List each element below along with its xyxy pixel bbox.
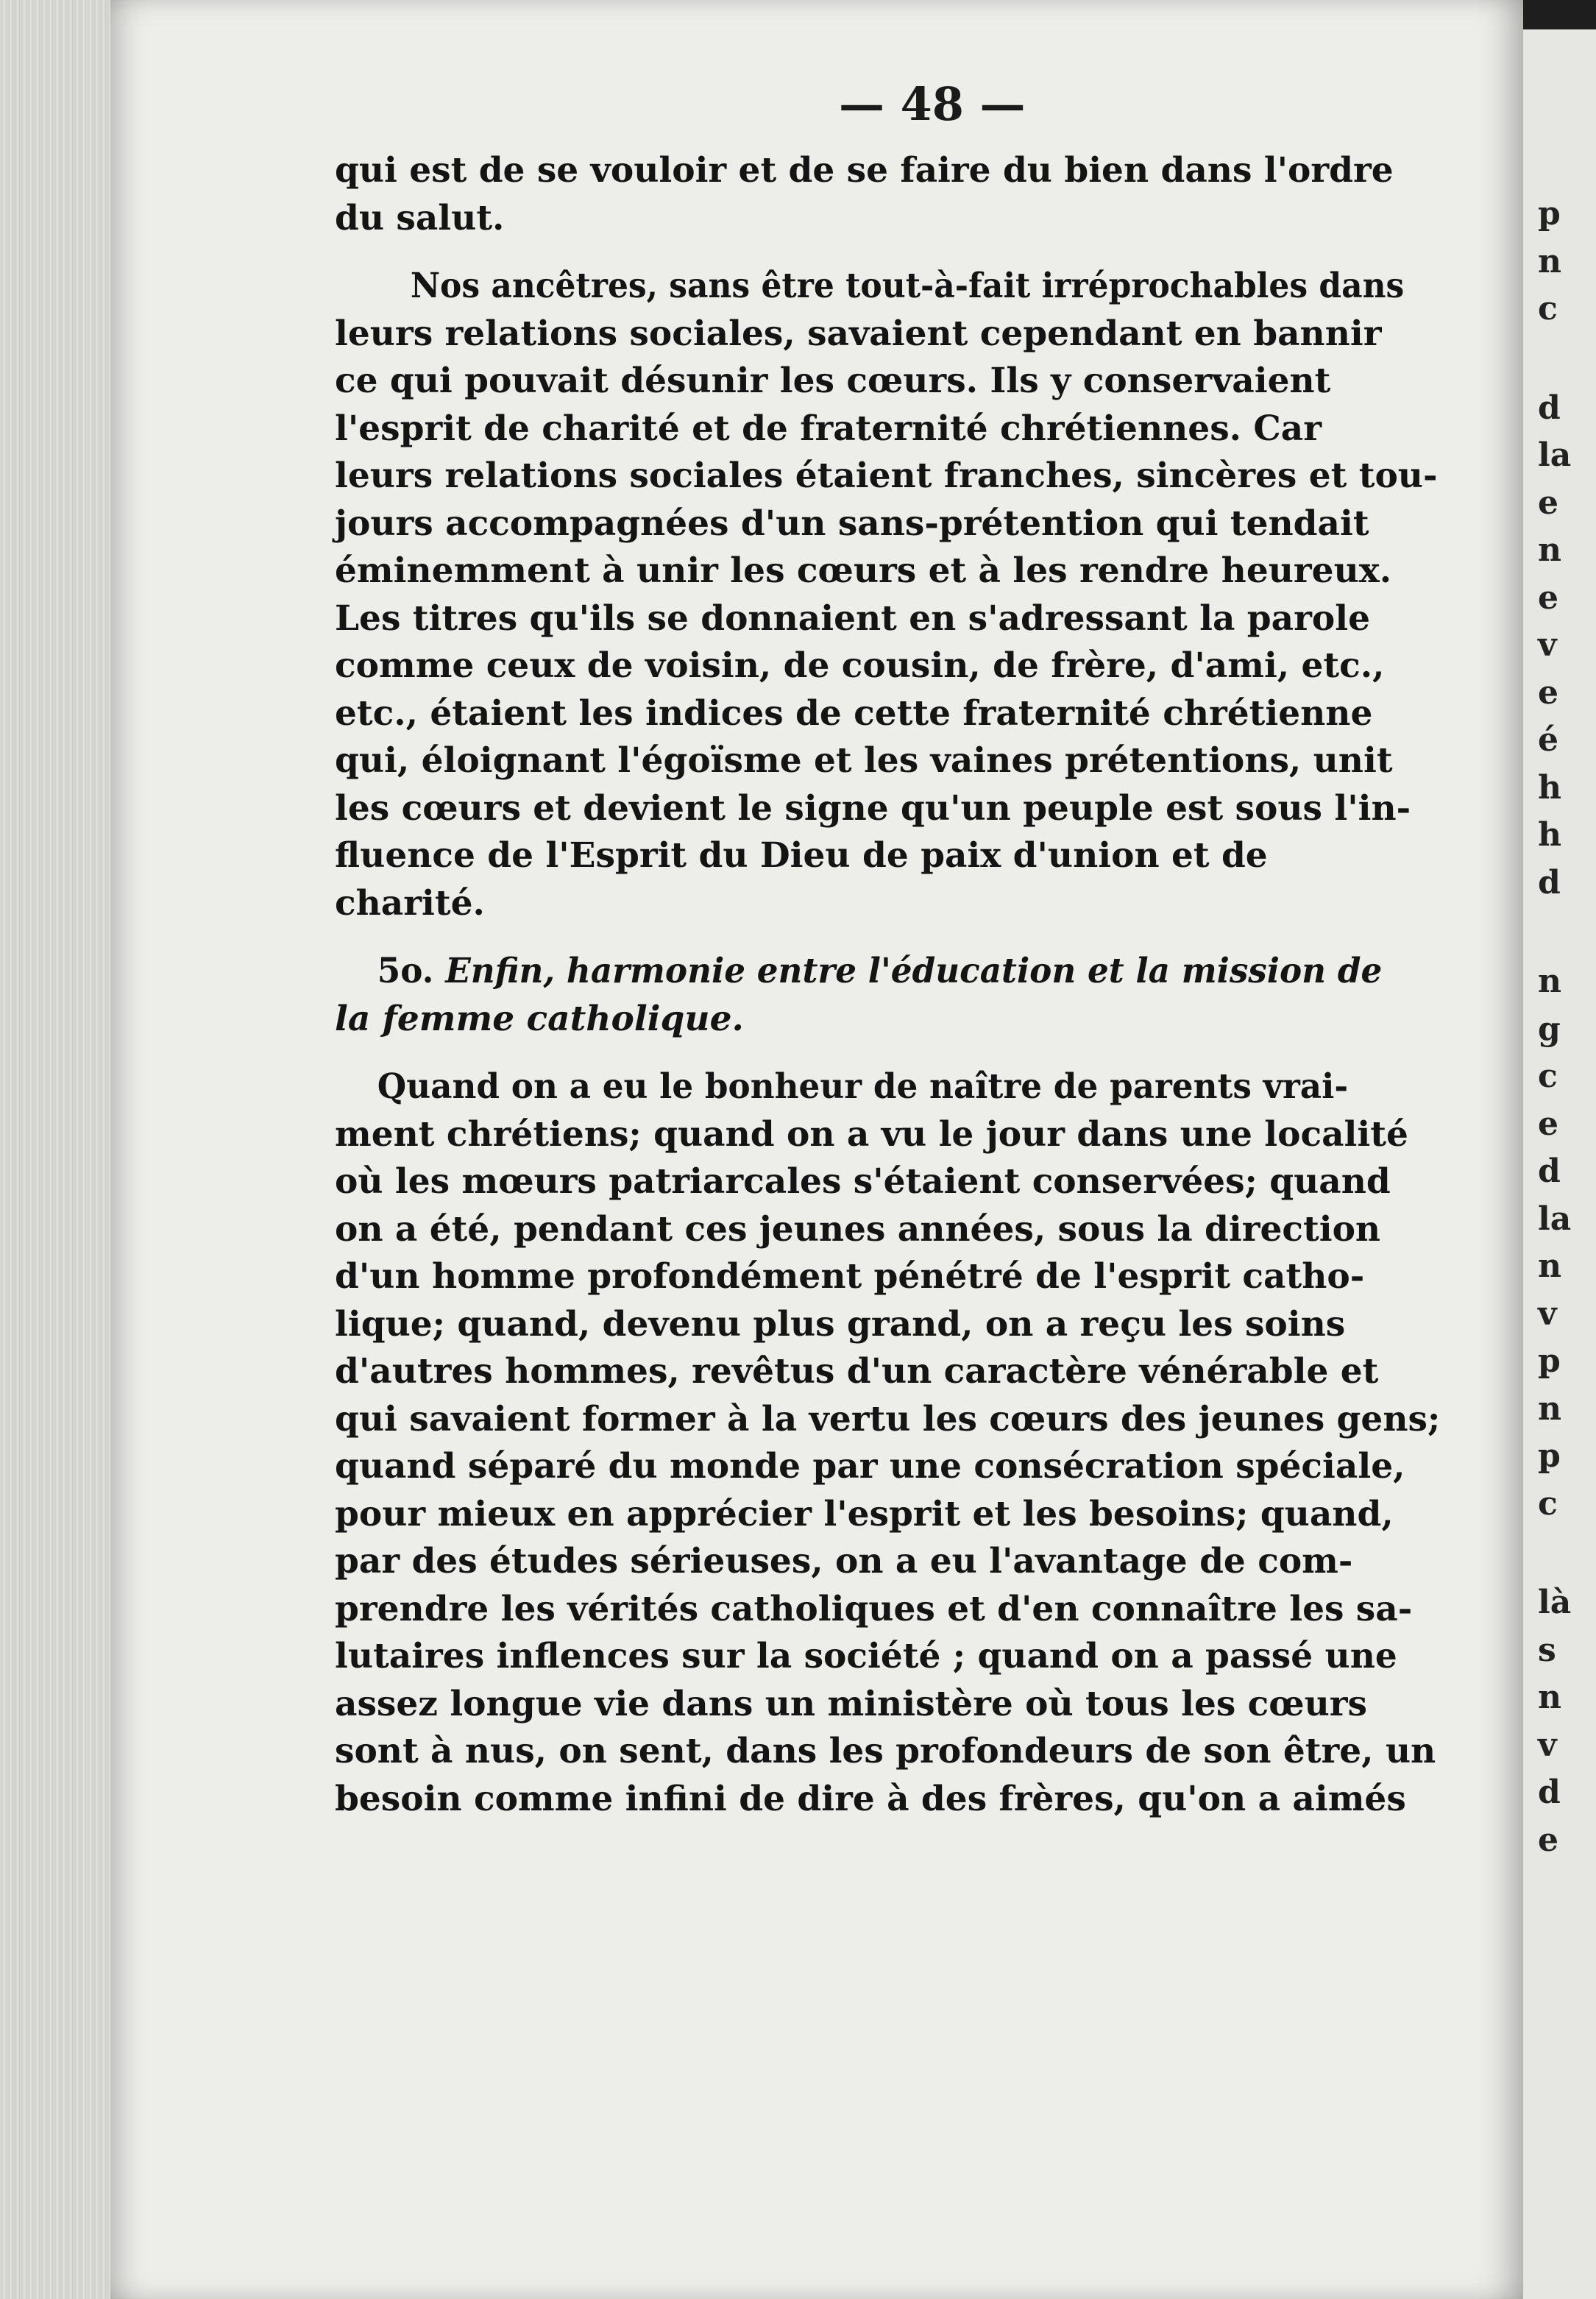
next-page-letter: n bbox=[1538, 963, 1561, 1000]
text-line: qui, éloignant l'égoïsme et les vaines prétentions, unit bbox=[335, 740, 1393, 781]
next-page-letter: n bbox=[1538, 1679, 1561, 1716]
text-line: l'esprit de charité et de fraternité chrétiennes. Car bbox=[335, 408, 1322, 449]
text-line: pour mieux en apprécier l'esprit et les besoins; quand, bbox=[335, 1493, 1394, 1534]
next-page-letter: la bbox=[1538, 1200, 1572, 1238]
next-page-letter: e bbox=[1538, 673, 1558, 712]
text-line: ce qui pouvait désunir les cœurs. Ils y conservaient bbox=[335, 361, 1331, 401]
text-line: prendre les vérités catholiques et d'en connaître les sa- bbox=[335, 1588, 1413, 1629]
next-page-letter: d bbox=[1538, 1774, 1561, 1811]
next-page-letter: d bbox=[1538, 863, 1561, 901]
next-page-letter: e bbox=[1538, 578, 1558, 617]
text-line: Nos ancêtres, sans être tout-à-fait irréprochables dans bbox=[410, 266, 1405, 306]
next-page-letter: e bbox=[1538, 1105, 1558, 1143]
text-line: jours accompagnées d'un sans-prétention qui tendait bbox=[335, 503, 1369, 544]
next-page-letter: n bbox=[1538, 531, 1561, 569]
next-page-letter: c bbox=[1538, 1484, 1558, 1523]
next-page-letter: la bbox=[1538, 436, 1572, 474]
next-page-letter: d bbox=[1538, 389, 1561, 427]
paragraph-2 bbox=[335, 263, 1512, 927]
next-page-letter: p bbox=[1538, 1342, 1561, 1380]
next-page-letter: là bbox=[1538, 1584, 1572, 1621]
text-line: leurs relations sociales étaient franches, sincères et tou- bbox=[335, 456, 1438, 496]
next-page-letter: h bbox=[1538, 768, 1561, 807]
next-page-letter: n bbox=[1538, 1247, 1561, 1285]
paragraph-1 bbox=[335, 147, 1512, 242]
book-page-edges bbox=[0, 0, 110, 2299]
text-line: quand séparé du monde par une consécration spéciale, bbox=[335, 1446, 1405, 1487]
next-page-letter: e bbox=[1538, 1821, 1558, 1859]
next-page-letter: n bbox=[1538, 1389, 1561, 1428]
text-line: ment chrétiens; quand on a vu le jour dans une localité bbox=[335, 1113, 1408, 1155]
text-line: on a été, pendant ces jeunes années, sous la direction bbox=[335, 1208, 1381, 1250]
text-line: d'un homme profondément pénétré de l'esprit catho- bbox=[335, 1256, 1365, 1297]
page-number: — 48 — bbox=[839, 77, 1026, 131]
section-title-line-1: Enfin, harmonie entre l'éducation et la mission de bbox=[445, 951, 1383, 991]
next-page-letter: c bbox=[1538, 290, 1558, 327]
text-line: assez longue vie dans un ministère où tous les cœurs bbox=[335, 1683, 1368, 1724]
text-line: par des études sérieuses, on a eu l'avantage de com- bbox=[335, 1541, 1353, 1581]
text-line: d'autres hommes, revêtus d'un caractère vénérable et bbox=[335, 1351, 1379, 1392]
text-line: fluence de l'Esprit du Dieu de paix d'union et de bbox=[335, 835, 1268, 876]
next-page-letter: h bbox=[1538, 816, 1561, 854]
text-line: les cœurs et devient le signe qu'un peuple est sous l'in- bbox=[335, 787, 1411, 829]
next-page-letter: p bbox=[1538, 195, 1561, 233]
text-line: lutaires inflences sur la société ; quand on a passé une bbox=[335, 1636, 1397, 1676]
page-text bbox=[335, 147, 1512, 1843]
next-page-letter: é bbox=[1538, 721, 1558, 759]
next-page-edge bbox=[1523, 29, 1596, 2299]
section-number: 5o. bbox=[377, 951, 434, 991]
text-line: etc., étaient les indices de cette fraternité chrétienne bbox=[335, 692, 1373, 734]
text-line: éminemment à unir les cœurs et à les rendre heureux. bbox=[335, 550, 1392, 591]
section-heading bbox=[335, 948, 1512, 1043]
text-line: Quand on a eu le bonheur de naître de parents vrai- bbox=[377, 1066, 1349, 1107]
next-page-letter: d bbox=[1538, 1152, 1561, 1190]
next-page-letter: v bbox=[1538, 1726, 1557, 1764]
text-line: Les titres qu'ils se donnaient en s'adressant la parole bbox=[335, 598, 1370, 639]
next-page-letter: g bbox=[1538, 1010, 1561, 1048]
section-title-line-2: la femme catholique. bbox=[335, 998, 744, 1039]
text-line: qui savaient former à la vertu les cœurs des jeunes gens; bbox=[335, 1398, 1441, 1439]
text-line: comme ceux de voisin, de cousin, de frère, d'ami, etc., bbox=[335, 645, 1385, 686]
text-line: qui est de se vouloir et de se faire du bien dans l'ordre bbox=[335, 150, 1394, 191]
text-line: charité. bbox=[335, 882, 485, 924]
next-page-letter: n bbox=[1538, 242, 1561, 280]
text-line: lique; quand, devenu plus grand, on a reçu les soins bbox=[335, 1303, 1346, 1345]
text-line: sont à nus, on sent, dans les profondeurs de son être, un bbox=[335, 1731, 1436, 1771]
next-page-letter: v bbox=[1538, 1294, 1557, 1333]
text-line: du salut. bbox=[335, 197, 505, 238]
next-page-letter: v bbox=[1538, 626, 1557, 664]
next-page-letter: p bbox=[1538, 1437, 1561, 1475]
next-page-letter: s bbox=[1538, 1631, 1556, 1669]
next-page-letter: e bbox=[1538, 483, 1558, 522]
text-line: où les mœurs patriarcales s'étaient conservées; quand bbox=[335, 1161, 1391, 1202]
paragraph-3 bbox=[335, 1063, 1512, 1823]
text-line: leurs relations sociales, savaient cependant en bannir bbox=[335, 313, 1382, 354]
text-line: besoin comme infini de dire à des frères, qu'on a aimés bbox=[335, 1778, 1406, 1819]
next-page-letter: c bbox=[1538, 1058, 1558, 1095]
